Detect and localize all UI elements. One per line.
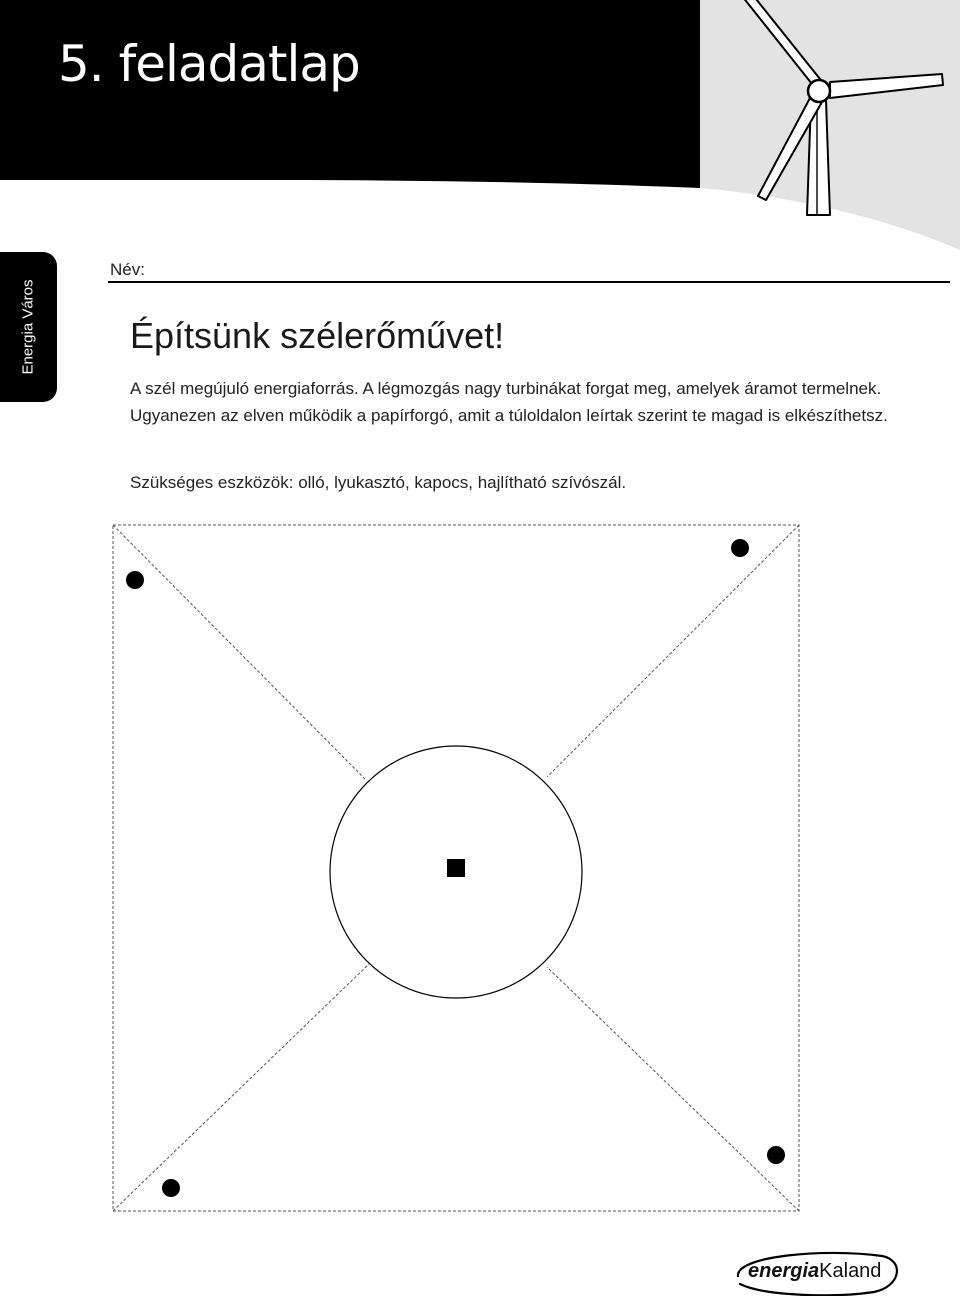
- intro-paragraph: A szél megújuló energiaforrás. A légmozgás nagy turbinákat forgat meg, amelyek áramot termelnek. Ugyanezen az elven működik a papírforgó, amit a túloldalon leírtak szerint te magad is elkészíthetsz.: [130, 379, 888, 425]
- cut-line-top-left: [113, 525, 365, 779]
- page-title: Építsünk szélerőművet!: [130, 315, 505, 356]
- tools-paragraph: Szükséges eszközök: olló, lyukasztó, kapocs, hajlítható szívószál.: [130, 473, 627, 492]
- worksheet-number-title: 5. feladatlap: [58, 35, 360, 93]
- punch-hole-top-right: [731, 539, 749, 557]
- logo-word-energia: energia: [748, 1260, 820, 1282]
- punch-hole-bottom-left: [162, 1179, 180, 1197]
- center-hole-mark: [447, 859, 465, 877]
- punch-hole-top-left: [126, 571, 144, 589]
- pinwheel-cutout-template: [112, 524, 800, 1212]
- cut-line-bottom-left: [113, 964, 369, 1211]
- side-tab: [0, 252, 57, 402]
- punch-hole-bottom-right: [767, 1146, 785, 1164]
- name-write-line[interactable]: [108, 281, 950, 283]
- cut-line-bottom-right: [547, 967, 799, 1211]
- logo-wordmark: [748, 1260, 881, 1283]
- name-label: Név:: [110, 260, 145, 279]
- side-tab-label: Energia Város: [19, 279, 37, 375]
- energiakaland-logo: [724, 1246, 904, 1296]
- cut-line-top-right: [547, 525, 799, 777]
- logo-word-kaland: Kaland: [819, 1260, 882, 1282]
